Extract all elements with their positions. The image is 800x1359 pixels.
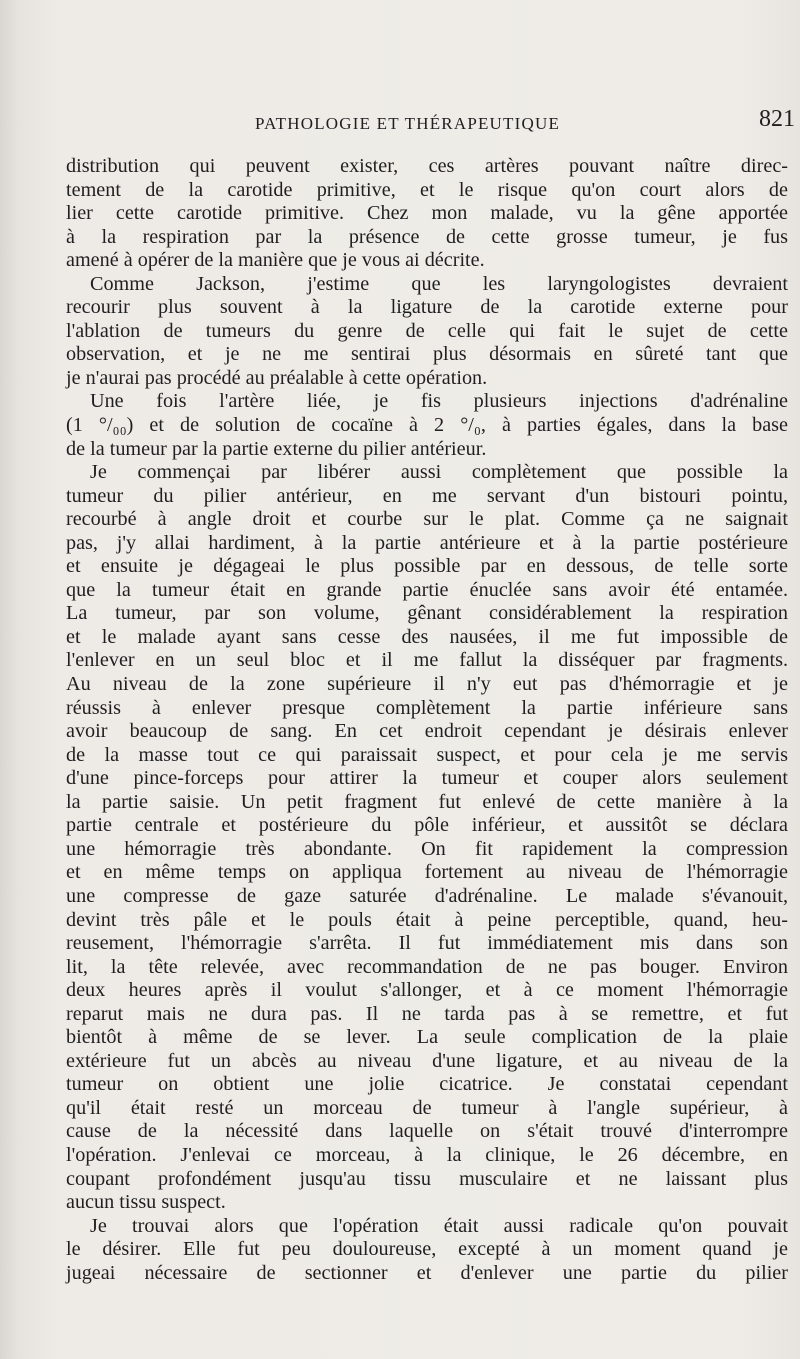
text-line: La tumeur, par son volume, gênant considérablement la respiration	[66, 602, 788, 625]
text-line: observation, et je ne me sentirai plus désormais en sûreté tant que	[66, 343, 788, 366]
text-line: de la masse tout ce qui paraissait suspect, et pour cela je me servis	[66, 743, 788, 766]
text-line: cause de la nécessité dans laquelle on s'était trouvé d'interrompre	[66, 1120, 788, 1143]
text-line: l'opération. J'enlevai ce morceau, à la clinique, le 26 décembre, en	[66, 1143, 788, 1166]
text-line: d'une pince-forceps pour attirer la tumeur et couper alors seulement	[66, 767, 788, 790]
text-line: jugeai nécessaire de sectionner et d'enlever une partie du pilier	[66, 1261, 788, 1284]
text-line: une hémorragie très abondante. On fit rapidement la compression	[66, 837, 788, 860]
text-line: une compresse de gaze saturée d'adrénaline. Le malade s'évanouit,	[66, 884, 788, 907]
text-line: Je commençai par libérer aussi complètement que possible la	[90, 461, 788, 484]
text-line: tumeur on obtient une jolie cicatrice. Je constatai cependant	[66, 1073, 788, 1096]
text-line: et en même temps on appliqua fortement au niveau de l'hémorragie	[66, 861, 788, 884]
text-line: qu'il était resté un morceau de tumeur à l'angle supérieur, à	[66, 1096, 788, 1119]
text-line: lit, la tête relevée, avec recommandation de ne pas bouger. Environ	[66, 955, 788, 978]
text-line: que la tumeur était en grande partie énuclée sans avoir été entamée.	[66, 578, 788, 601]
text-line: devint très pâle et le pouls était à peine perceptible, quand, heu-	[66, 908, 788, 931]
text-line: tement de la carotide primitive, et le risque qu'on court alors de	[66, 178, 788, 201]
text-line: Une fois l'artère liée, je fis plusieurs injections d'adrénaline	[90, 390, 788, 413]
text-line: distribution qui peuvent exister, ces artères pouvant naître direc-	[66, 155, 788, 177]
text-line: Au niveau de la zone supérieure il n'y eut pas d'hémorragie et je	[66, 673, 788, 696]
text-line: avoir beaucoup de sang. En cet endroit cependant je désirais enlever	[66, 720, 788, 743]
text-line: et ensuite je dégageai le plus possible par en dessous, de telle sorte	[66, 555, 788, 578]
text-line: de la tumeur par la partie externe du pilier antérieur.	[66, 437, 487, 460]
text-line: extérieure fut un abcès au niveau d'une ligature, et au niveau de la	[66, 1049, 788, 1072]
text-line: reusement, l'hémorragie s'arrêta. Il fut immédiatement mis dans son	[66, 932, 788, 955]
text-line: Je trouvai alors que l'opération était aussi radicale qu'on pouvait	[90, 1214, 788, 1237]
page-number: 821	[759, 106, 795, 132]
text-line: à la respiration par la présence de cette grosse tumeur, je fus	[66, 225, 788, 248]
text-line: l'enlever en un seul bloc et il me fallut la disséquer par fragments.	[66, 649, 788, 672]
text-line: recourir plus souvent à la ligature de la carotide externe pour	[66, 296, 788, 319]
running-title: PATHOLOGIE ET THÉRAPEUTIQUE	[255, 114, 561, 133]
text-line: amené à opérer de la manière que je vous ai décrite.	[66, 249, 485, 272]
text-line: lier cette carotide primitive. Chez mon malade, vu la gêne apportée	[66, 202, 788, 225]
body-text	[66, 155, 788, 1285]
text-line: recourbé à angle droit et courbe sur le plat. Comme ça ne saignait	[66, 508, 788, 531]
text-line: la partie saisie. Un petit fragment fut enlevé de cette manière à la	[66, 790, 788, 813]
text-line: je n'aurai pas procédé au préalable à cette opération.	[66, 366, 488, 389]
text-line: l'ablation de tumeurs du genre de celle qui fait le sujet de cette	[66, 319, 788, 342]
text-line: le désirer. Elle fut peu douloureuse, excepté à un moment quand je	[66, 1238, 788, 1261]
text-line: partie centrale et postérieure du pôle inférieur, et aussitôt se déclara	[66, 814, 788, 837]
text-line: coupant profondément jusqu'au tissu musculaire et ne laissant plus	[66, 1167, 788, 1190]
text-line: bientôt à même de se lever. La seule complication de la plaie	[66, 1026, 788, 1049]
text-line: aucun tissu suspect.	[66, 1191, 226, 1214]
page-header	[70, 108, 798, 140]
text-line: tumeur du pilier antérieur, en me servant d'un bistouri pointu,	[66, 484, 788, 507]
text-line: et le malade ayant sans cesse des nausées, il me fut impossible de	[66, 625, 788, 648]
text-line: pas, j'y allai hardiment, à la partie antérieure et à la partie postérieure	[66, 531, 788, 554]
text-line: (1 °/₀₀) et de solution de cocaïne à 2 °/₀, à parties égales, dans la base	[66, 414, 788, 437]
text-line: réussis à enlever presque complètement la partie inférieure sans	[66, 696, 788, 719]
text-line: reparut mais ne dura pas. Il ne tarda pas à se remettre, et fut	[66, 1002, 788, 1025]
text-line: Comme Jackson, j'estime que les laryngologistes devraient	[90, 272, 788, 295]
text-line: deux heures après il voulut s'allonger, et à ce moment l'hémorragie	[66, 979, 788, 1002]
